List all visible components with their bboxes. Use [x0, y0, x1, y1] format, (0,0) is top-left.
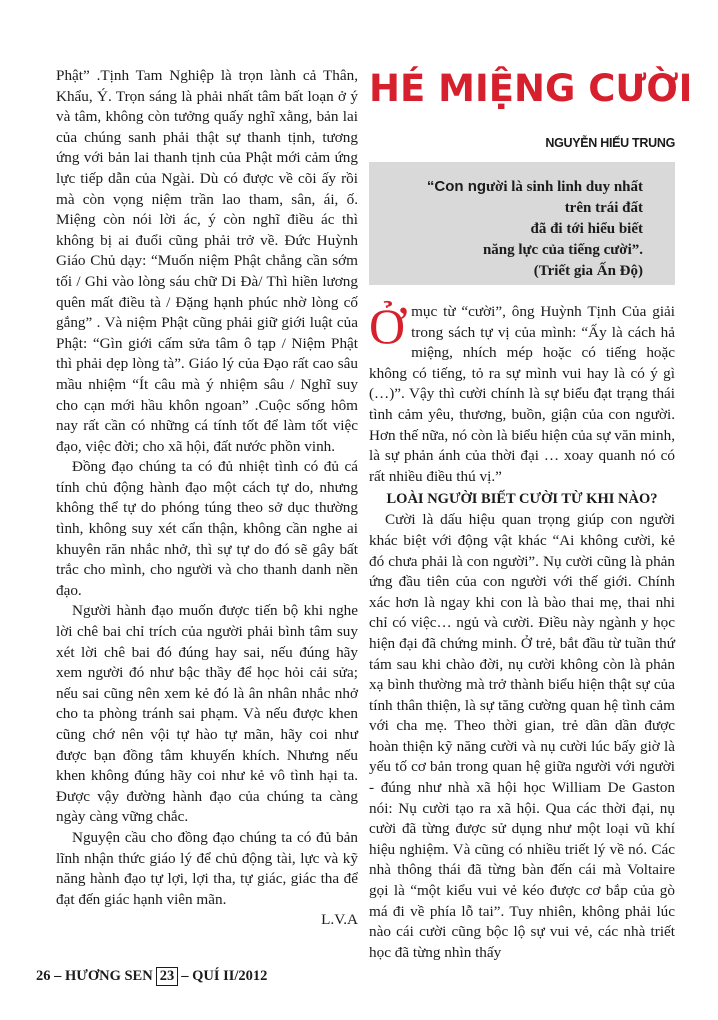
- left-paragraph-3: Người hành đạo muốn được tiến bộ khi nghe lời chê bai chỉ trích của người phải bình tâm suy xét lời chê bai đó đúng hay sai, nếu đúng hãy xem người đó như bậc thầy để học hỏi cải sửa; nếu sai cũng nên xem kẻ đó là ân nhân nhắc nhở cho ta phòng tránh sai phạm. Và nếu được khen cũng chớ nên vội tự hào tự mãn, hãy coi như được bạn đồng tâm khuyến khích. Nhưng nếu khen không đúng hãy coi như kẻ vô tình hại ta. Được vậy đường hành đạo của chúng ta càng ngày càng vững chắc.: [56, 602, 358, 826]
- quote-line-3: đã đi tới hiểu biết: [530, 221, 643, 237]
- footer-issue-number: 23: [156, 967, 179, 986]
- quote-line-1: [379, 176, 643, 198]
- left-paragraph-1: Phật” .Tịnh Tam Nghiệp là trọn lành cả Thân, Khẩu, Ý. Trọn sáng là phải nhất tâm bất loạn ở ý và tâm, không còn tưởng quấy nghĩ xằng, bản lai của chúng sanh phải thật sự thanh tịnh, tương ứng với bản lai thanh tịnh của Phật mới cảm ứng lực tiếp dẫn của Ngài. Dù có được về cõi ấy rồi mà còn vọng niệm trần lao tham, sân, ái, ố. Miệng còn nói lời ác, ý còn nghĩ điều ác thì không bị ai đuổi cũng phải trở về. Đức Huỳnh Giáo Chủ dạy: “Muốn niệm Phật chẳng cần sớm tối / Ghi vào lòng sáu chữ Di Đà/ Thì hiền lương quên mất điều tà / Đặng hạnh phúc nhờ lòng cố gắng” . Và niệm Phật cũng phải giữ giới luật của Phật: “Gìn giới cấm sửa tâm ô tạp / Niệm Phật thì phải dẹp lòng tà”. Giáo lý của Đạo rất cao sâu mầu nhiệm “Ít câu mà ý nhiệm sâu / Nghĩ suy cho cạn mới hầu khôn ngoan” .Cuộc sống hôm nay rất cần có những cá tính tốt để làm tốt việc đạo, việc đời; cho xã hội, đất nước phồn vinh.: [56, 67, 358, 455]
- left-column: [56, 66, 358, 931]
- quote-line-4: năng lực của tiếng cười”.: [482, 242, 643, 258]
- drop-cap: Ở: [369, 298, 406, 354]
- epigraph-quote-box: [369, 162, 675, 285]
- left-paragraph-2: Đồng đạo chúng ta có đủ nhiệt tình có đủ cá tính chủ động hành đạo một cách tự do, nhưng không thể tự do phóng túng theo sở dục thường tình, không suy xét cẩn thận, không cần nghe ai khuyên răn nhắc nhở, thì sự tự do đó sẽ gây bất trắc cho mình, cho người và cho thanh danh nền đạo.: [56, 458, 358, 599]
- article-intro-text: mục từ “cười”, ông Huỳnh Tịnh Của giải trong sách tự vị của mình: “Ấy là cách hả miệng, nhích mép hoặc có tiếng hoặc không có tiếng, tỏ ra sự mình vui hay là có ý gì (…)”. Vậy thì cười chính là sự biểu đạt trạng thái tình cảm yêu, thương, buồn, giận của con người. Hơn thế nữa, nó còn là biểu hiện của sự văn minh, là sự phản ánh của thời đại … xoay quanh nó có rất nhiều điều thú vị.”: [369, 303, 675, 485]
- footer-period: – QUÍ II/2012: [181, 968, 268, 984]
- quote-line-2: trên trái đất: [564, 200, 643, 216]
- footer-page-label: 26 – HƯƠNG SEN: [36, 968, 153, 984]
- article-body: [369, 298, 675, 963]
- page-footer: [36, 967, 267, 986]
- article-intro: [369, 298, 675, 487]
- article-author: NGUYỄN HIẾU TRUNG: [545, 136, 675, 150]
- left-paragraph-4: Nguyện cầu cho đồng đạo chúng ta có đủ bản lĩnh nhận thức giáo lý để chủ động tài, lực và kỹ năng hành đạo tự lợi, lợi tha, tự giác, giác tha để đạt đến giác hạnh viên mãn.: [56, 828, 358, 908]
- quote-attribution: (Triết gia Ấn Độ): [533, 263, 643, 279]
- quote-open: “Con ng: [426, 178, 487, 195]
- quote-line-1-rest: ười là sinh linh duy nhất: [486, 179, 643, 195]
- left-signature: L.V.A: [321, 911, 358, 929]
- article-subheading: LOÀI NGƯỜI BIẾT CƯỜI TỪ KHI NÀO?: [386, 491, 658, 508]
- article-column: [369, 66, 693, 963]
- article-paragraph: Cười là dấu hiệu quan trọng giúp con người khác biệt với động vật khác “Ai không cười, kẻ đó chưa phải là con người”. Nụ cười cũng là phản ứng đầu tiên của con người với thế giới. Chính xác hơn là ngay khi con là bào thai mẹ, thai nhi chỉ có việc… ngủ và cười. Điều này ngành y học hiện đại đã chứng minh. Ở trẻ, bắt đầu từ tuần thứ tám sau khi chào đời, nụ cười không còn là phản xạ bình thường mà trở thành biểu hiện thật sự của tính thân thiện, là sự tăng cường quan hệ tình cảm với cha mẹ. Theo thời gian, trẻ dần dần được hoàn thiện kỹ năng cười và nụ cười lúc bấy giờ là yếu tố cơ bản trong quan hệ giữa người với người - đúng như nhà xã hội học William De Gaston nói: Nụ cười tạo ra xã hội. Qua các thời đại, nụ cười đã từng được sử dụng như một loại vũ khí hiệu nghiệm. Và cũng có nhiều triết lý về nó. Các nhà thông thái đã từng bàn đến cái mà Voltaire gọi là “một kiểu vui vẻ kéo được cơ bắp của gò má đi về phía lỗ tai”. Tuy nhiên, không phải lúc nào cái cười cũng bộc lộ sự vui vẻ, các nhà triết học đã từng nhìn thấy: [369, 511, 675, 961]
- article-title: HÉ MIỆNG CƯỜI: [369, 67, 693, 110]
